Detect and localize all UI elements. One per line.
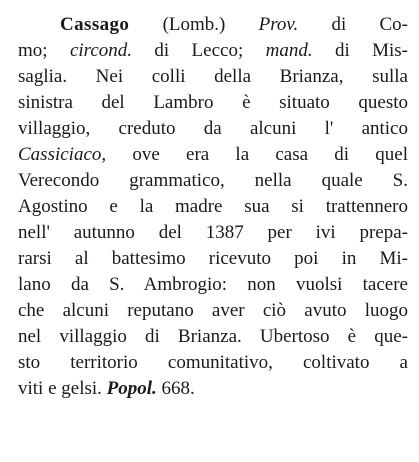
text-segment: rarsi al battesimo ricevuto poi in Mi- [18, 248, 408, 269]
italic-term: mand. [265, 40, 313, 61]
text-segment: di Mis- [312, 40, 409, 61]
text-segment: sinistra del Lambro è situato questo [18, 92, 408, 113]
text-segment: di Lecco; [132, 40, 266, 61]
text-line [18, 376, 408, 402]
text-segment: nel villaggio di Brianza. Ubertoso è que- [18, 326, 408, 347]
italic-term: Cassiciaco [18, 144, 102, 165]
gazetteer-entry-cassago [18, 12, 408, 402]
text-segment: villaggio, creduto da alcuni l' antico [18, 118, 408, 139]
text-line [18, 350, 408, 376]
text-line [18, 220, 408, 246]
text-line [18, 324, 408, 350]
text-segment: saglia. Nei colli della Brianza, sulla [18, 66, 408, 87]
text-line [18, 38, 408, 64]
text-line [18, 142, 408, 168]
italic-term: Prov. [258, 14, 299, 35]
text-line [18, 194, 408, 220]
text-segment: viti e gelsi. [18, 378, 107, 399]
italic-term: circond. [69, 40, 133, 61]
text-segment: 668. [156, 378, 195, 399]
text-segment: Verecondo grammatico, nella quale S. [18, 170, 408, 191]
text-line [18, 246, 408, 272]
text-line [18, 168, 408, 194]
text-line [18, 90, 408, 116]
text-line [18, 298, 408, 324]
text-line [18, 12, 408, 38]
text-segment: lano da S. Ambrogio: non vuolsi tacere [18, 274, 408, 295]
text-line [18, 64, 408, 90]
text-segment: (Lomb.) [129, 14, 259, 35]
text-line [18, 116, 408, 142]
text-segment: di Co- [298, 14, 408, 35]
text-segment: , ove era la casa di quel [101, 144, 408, 165]
text-line [18, 272, 408, 298]
text-segment: sto territorio comunitativo, coltivato a [18, 352, 408, 373]
text-segment: nell' autunno del 1387 per ivi prepa- [18, 222, 408, 243]
text-segment: Agostino e la madre sua si trattennero [18, 196, 408, 217]
entry-headword: Cassago [60, 14, 130, 35]
text-segment: mo; [18, 40, 70, 61]
text-segment: che alcuni reputano aver ciò avuto luogo [18, 300, 408, 321]
population-label: Popol. [106, 378, 157, 399]
